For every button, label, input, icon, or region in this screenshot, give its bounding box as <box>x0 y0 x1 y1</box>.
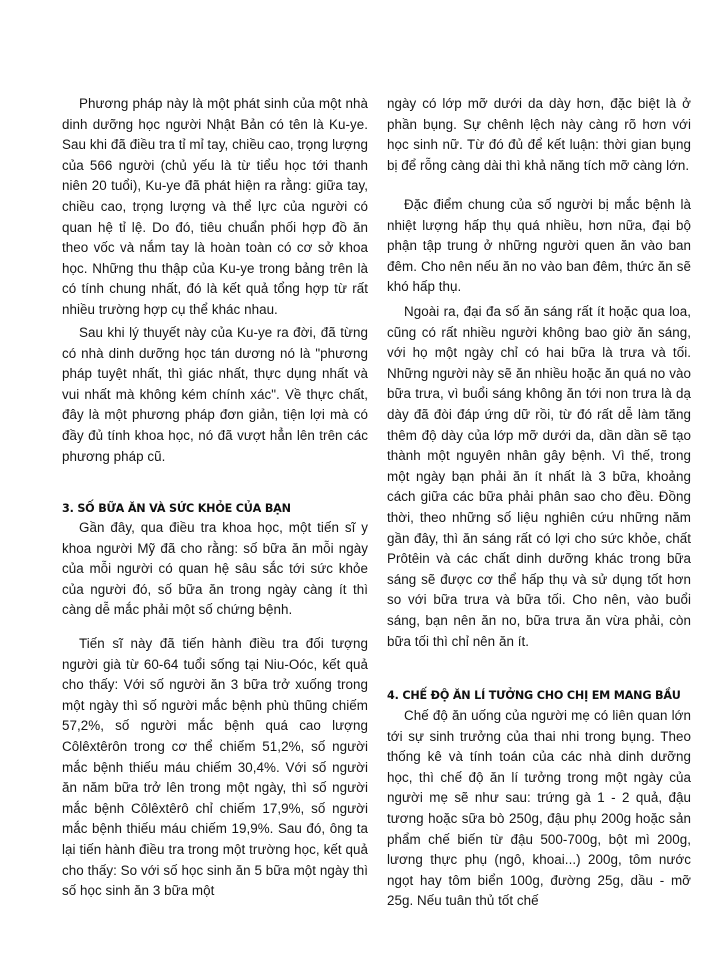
paragraph-breakfast-advice: Ngoài ra, đại đa số ăn sáng rất ít hoặc qua loa, cũng có rất nhiều người không bao giờ ăn sáng, với họ một ngày chỉ có hai bữa là trưa và tối. Những người này sẽ ăn nhiều hoặc ăn quá no vào bữa trưa, vì buổi sáng không ăn tới non trưa là dạ dày đã đòi đáp ứng dữ rồi, từ đó rất dễ làm tăng thêm độ dày của lớp mỡ dưới da, dần dần sẽ tạo thành một nguyên nhân gây bệnh. Vì thế, trong một ngày bạn phải ăn ít nhất là 3 bữa, khoảng cách giữa các bữa phải phân sao cho đều. Đồng thời, theo những số liệu nghiên cứu những năm gần đây, thì ăn sáng rất có lợi cho sức khỏe, chất Prôtêin và các chất dinh dưỡng khác trong bữa sáng sẽ được cơ thể hấp thụ và sử dụng tốt hơn so với bữa trưa và bữa tối. Cho nên, vào buổi sáng, bạn nên ăn no, bữa trưa ăn vừa phải, còn bữa tối thì chỉ nên ăn ít. <box>387 304 691 649</box>
paragraph-method-praise: Sau khi lý thuyết này của Ku-ye ra đời, đã từng có nhà dinh dưỡng học tán dương nó là "phương pháp tuyệt nhất, thì giác nhất, thực dụng nhất và vui nhất mà không kém chính xác". Về thực chất, đây là một phương pháp đơn giản, tiện lợi mà có đầy đủ tính khoa học, nó đã vượt hẳn lên trên các phương pháp cũ. <box>62 325 368 464</box>
paragraph-meal-count-study: Gần đây, qua điều tra khoa học, một tiến sĩ y khoa người Mỹ đã cho rằng: số bữa ăn mỗi ngày của mỗi người có quan hệ sâu sắc tới sức khỏe của người đó, số bữa ăn trong ngày càng ít thì càng dễ mắc phải một số chứng bệnh. <box>62 520 368 618</box>
section-heading-3: 3. SỐ BỮA ĂN VÀ SỨC KHỎE CỦA BẠN <box>62 502 291 515</box>
paragraph-continuation: ngày có lớp mỡ dưới da dày hơn, đặc biệt là ở phần bụng. Sự chênh lệch này càng rõ hơn với học sinh nữ. Từ đó đủ để kết luận: thời gian bụng bị để rỗng càng dài thì khả năng tích mỡ càng lớn. <box>387 96 691 173</box>
paragraph-pregnancy-diet: Chế độ ăn uống của người mẹ có liên quan lớn tới sự sinh trưởng của thai nhi trong bụng. Theo thống kê và tính toán của các nhà dinh dưỡng học, thì chế độ ăn lí tưởng trong một ngày của người mẹ sẽ như sau: trứng gà 1 - 2 quả, đậu tương hoặc sữa bò 250g, đậu phụ 200g hoặc sản phẩm chế biến từ đậu 500-700g, bột mì 200g, lương thực phụ (ngô, khoai...) 200g, tôm nước ngọt hay tôm biển 100g, đường 25g, dầu - mỡ 25g. Nếu tuân thủ tốt chế <box>387 708 691 909</box>
paragraph-common-traits: Đặc điểm chung của số người bị mắc bệnh là nhiệt lượng hấp thụ quá nhiều, hơn nữa, đại bộ phận tập trung ở những người quen ăn vào ban đêm. Cho nên nếu ăn no vào ban đêm, thức ăn sẽ khó hấp thụ. <box>387 197 691 295</box>
section-heading-4: 4. CHẾ ĐỘ ĂN LÍ TƯỞNG CHO CHỊ EM MANG BẦU <box>387 689 681 702</box>
paragraph-new-york-survey: Tiến sĩ này đã tiến hành điều tra đối tượng người già từ 60-64 tuổi sống tại Niu-Oóc, kết quả cho thấy: Với số người ăn 3 bữa trở xuống trong một ngày thì số người mắc bệnh phù thũng chiếm 57,2%, số người mắc bệnh quá cao lượng Côlêxtêrôn trong cơ thể chiếm 51,2%, số người mắc bệnh thiếu máu chiếm 30,4%. Với số người ăn năm bữa trở lên trong một ngày, thì số người mắc bệnh Côlêxtêrô chỉ chiếm 17,9%, số người mắc bệnh thiếu máu chiếm 19,9%. Sau đó, ông ta lại tiến hành điều tra trong một trường học, kết quả cho thấy: So với số học sinh ăn 5 bữa một ngày thì số học sinh ăn 3 bữa một <box>62 636 368 899</box>
paragraph-ku-ye-method: Phương pháp này là một phát sinh của một nhà dinh dưỡng học người Nhật Bản có tên là Ku-ye. Sau khi đã điều tra tỉ mỉ tay, chiều cao, trọng lượng của 566 người (chủ yếu là từ tiểu học tới thanh niên 20 tuổi), Ku-ye đã phát hiện ra rằng: giữa tay, chiều cao, trọng lượng và thể lực của người có quan hệ tỉ lệ. Do đó, tiêu chuẩn phối hợp đồ ăn theo vốc và nắm tay là hoàn toàn có cơ sở khoa học. Những thu thập của Ku-ye trong bảng trên là có tính chung nhất, đó là kết quả tổng hợp từ rất nhiều trường hợp cụ thể khác nhau. <box>62 96 368 317</box>
